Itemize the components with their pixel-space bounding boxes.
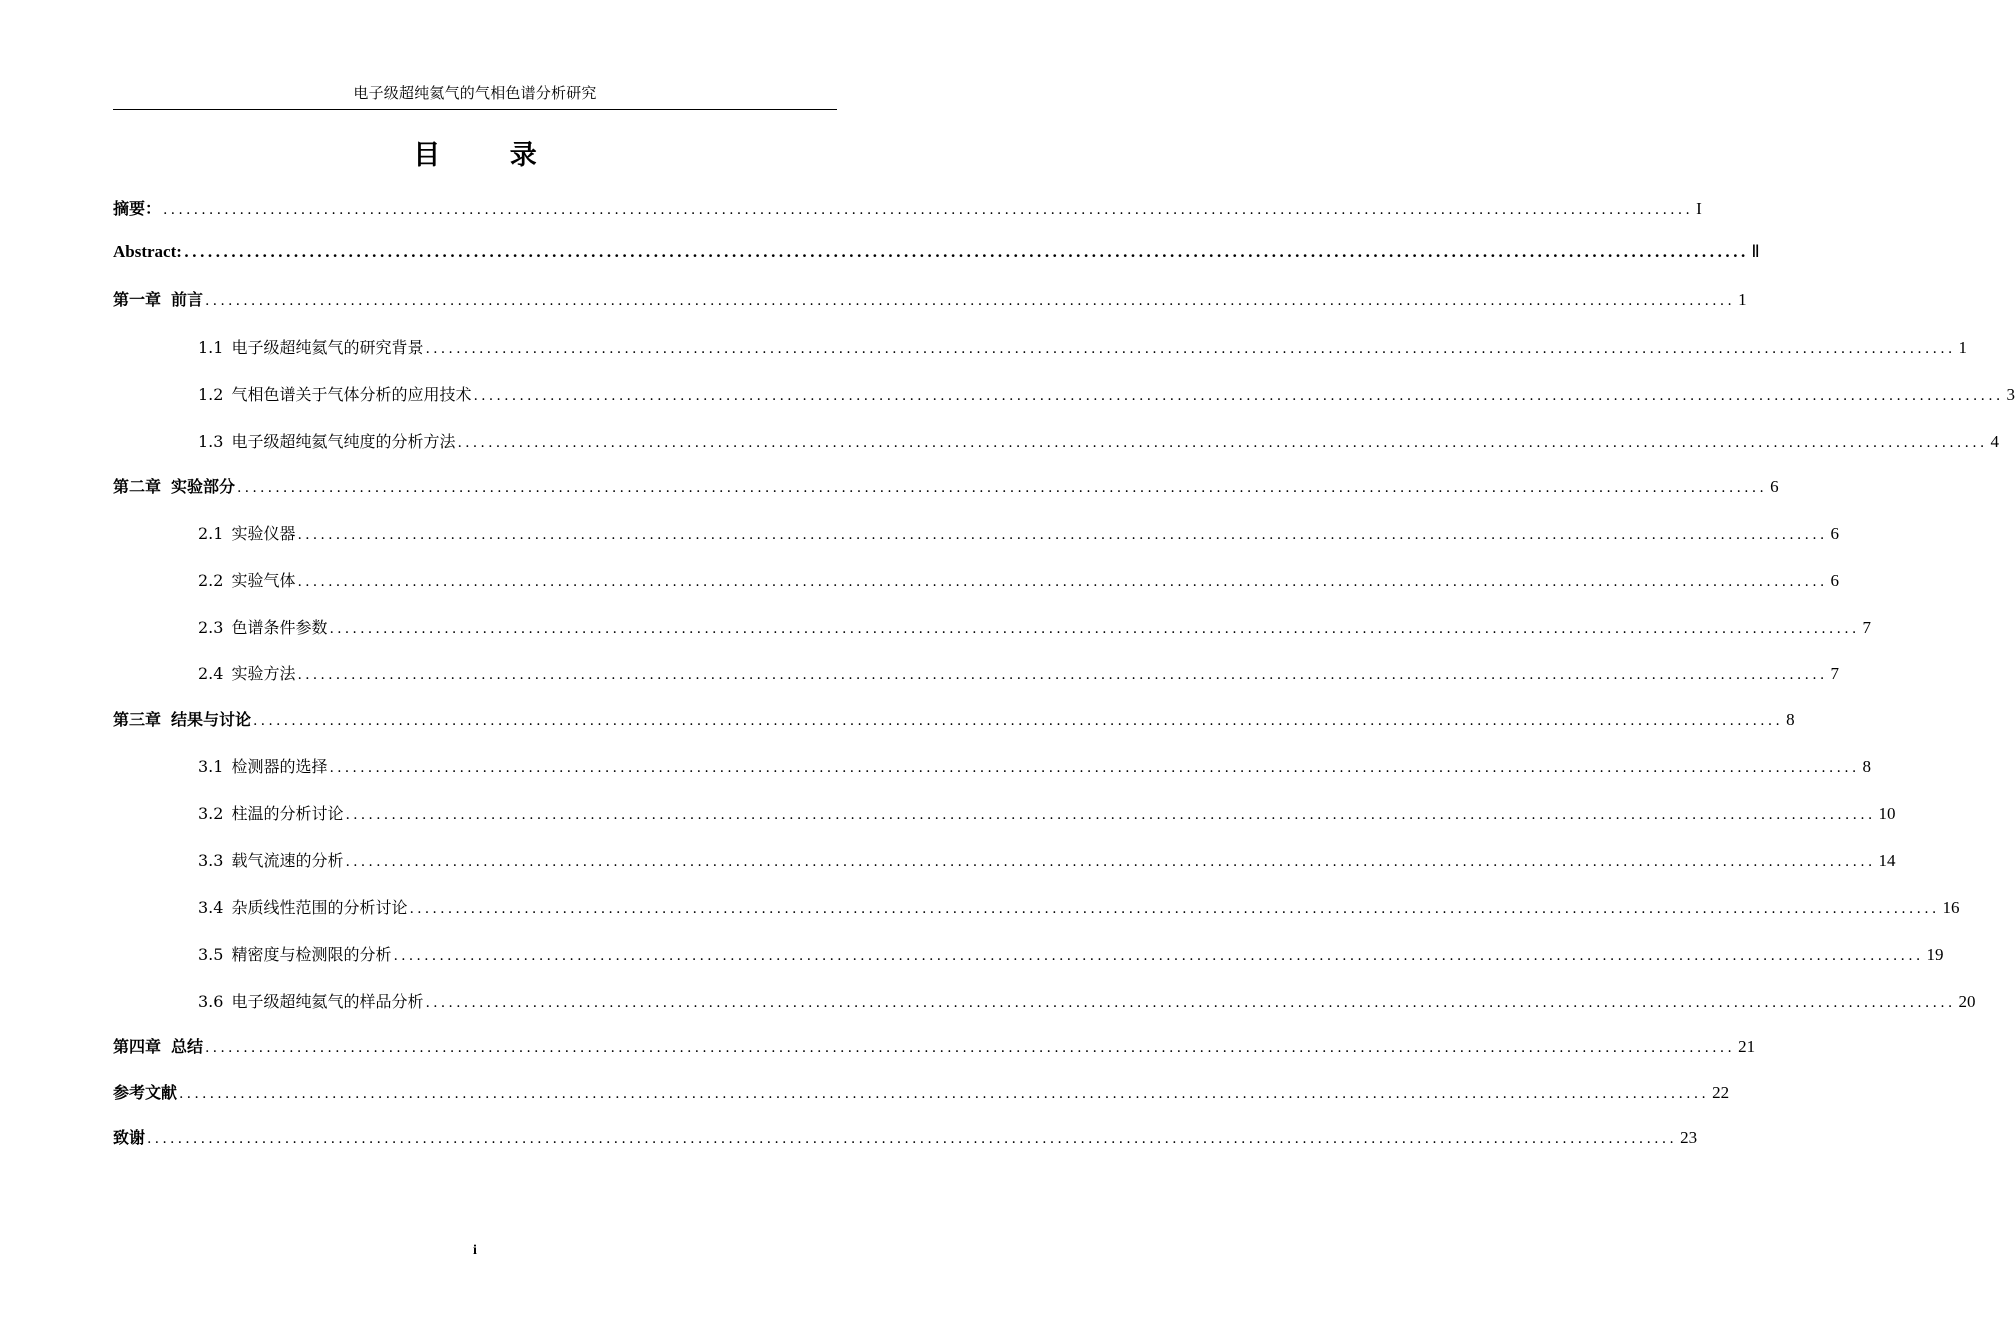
toc-entry-number: 2.1: [198, 524, 224, 543]
toc-entry-label: 检测器的选择: [231, 757, 328, 776]
dot-leader: ........................................................................................................................................................................................................: [345, 854, 1876, 870]
toc-entry-label: 实验方法: [231, 664, 296, 683]
dot-leader: ........................................................................................................................................................................................................: [297, 527, 1828, 543]
toc-page-number: 6: [1830, 524, 1840, 543]
dot-leader: ........................................................................................................................................................................................................: [457, 435, 1988, 451]
toc-entry-section-2-3[interactable]: [198, 615, 1872, 641]
running-header: 电子级超纯氦气的气相色谱分析研究: [353, 84, 597, 102]
toc-page-number: 3: [2006, 385, 2015, 404]
toc-entry-label: 实验气体: [231, 571, 296, 590]
dot-leader: ........................................................................................................................................................................................................: [163, 202, 1694, 218]
toc-entry-section-2-1[interactable]: [198, 521, 1840, 547]
dot-leader: ........................................................................................................................................................................................................: [297, 667, 1828, 683]
toc-entry-label: 前言: [171, 290, 204, 309]
toc-entry-acknowledgements[interactable]: [113, 1125, 1698, 1151]
toc-page-number: 21: [1738, 1037, 1756, 1056]
header-divider: [113, 109, 837, 110]
toc-entry-number: 3.2: [198, 804, 224, 823]
dot-leader: ........................................................................................................................................................................................................: [329, 760, 1860, 776]
toc-entry-number: 1.2: [198, 385, 224, 404]
toc-page-number: 1: [1738, 290, 1747, 309]
toc-entry-section-2-2[interactable]: [198, 568, 1840, 594]
toc-page-number: 4: [1990, 432, 2000, 451]
toc-entry-label: 杂质线性范围的分析讨论: [231, 898, 408, 917]
toc-entry-number: 第二章: [113, 477, 162, 496]
toc-page-number: 7: [1830, 664, 1840, 683]
toc-page-number: 20: [1958, 992, 1976, 1011]
toc-entry-label: 摘要：: [113, 199, 162, 218]
toc-entry-section-2-4[interactable]: [198, 661, 1840, 687]
toc-entry-number: 1.1: [198, 338, 224, 357]
toc-entry-references[interactable]: [113, 1080, 1730, 1106]
toc-entry-label: 柱温的分析讨论: [231, 804, 344, 823]
dot-leader: ........................................................................................................................................................................................................: [205, 293, 1736, 309]
dot-leader: ........................................................................................................................................................................................................: [425, 341, 1956, 357]
toc-page-number: 8: [1862, 757, 1872, 776]
toc-page-number: 10: [1878, 804, 1896, 823]
dot-leader: ........................................................................................................................................................................................................: [237, 480, 1768, 496]
dot-leader: ........................................................................................................................................................................................................: [425, 995, 1956, 1011]
toc-entry-abstract-en[interactable]: [113, 242, 1760, 268]
toc-entry-section-3-1[interactable]: [198, 754, 1872, 780]
toc-entry-label: 载气流速的分析: [231, 851, 344, 870]
toc-title: 目 录: [413, 140, 567, 171]
toc-entry-label: Abstract:: [113, 242, 182, 261]
dot-leader: ........................................................................................................................................................................................................: [297, 574, 1828, 590]
toc-entry-number: 3.3: [198, 851, 224, 870]
dot-leader: ........................................................................................................................................................................................................: [409, 901, 1940, 917]
toc-entry-number: 1.3: [198, 432, 224, 451]
toc-entry-number: 第一章: [113, 290, 162, 309]
toc-entry-label: 实验仪器: [231, 524, 296, 543]
dot-leader: ........................................................................................................................................................................................................: [393, 948, 1924, 964]
toc-entry-chapter-2[interactable]: [113, 474, 1779, 500]
toc-page-number: 16: [1942, 898, 1960, 917]
dot-leader: ........................................................................................................................................................................................................: [253, 713, 1784, 729]
toc-entry-number: 第四章: [113, 1037, 162, 1056]
toc-entry-section-3-3[interactable]: [198, 848, 1896, 874]
toc-entry-label: 电子级超纯氦气纯度的分析方法: [231, 432, 456, 451]
toc-entry-number: 3.1: [198, 757, 224, 776]
toc-entry-label: 气相色谱关于气体分析的应用技术: [231, 385, 472, 404]
toc-entry-label: 电子级超纯氦气的样品分析: [231, 992, 424, 1011]
toc-entry-number: 2.3: [198, 618, 224, 637]
toc-entry-number: 2.2: [198, 571, 224, 590]
toc-page-number: 6: [1830, 571, 1840, 590]
dot-leader: ........................................................................................................................................................................................................: [205, 1040, 1736, 1056]
toc-entry-label: 结果与讨论: [171, 710, 252, 729]
toc-entry-number: 2.4: [198, 664, 224, 683]
dot-leader: ........................................................................................................................................................................................................: [345, 807, 1876, 823]
toc-page-number: Ⅱ: [1751, 242, 1760, 261]
toc-page-number: I: [1696, 199, 1702, 218]
toc-entry-chapter-1[interactable]: [113, 287, 1747, 313]
toc-entry-label: 实验部分: [171, 477, 236, 496]
toc-entry-label: 参考文献: [113, 1083, 178, 1102]
toc-page-number: 1: [1958, 338, 1968, 357]
toc-entry-section-1-2[interactable]: [198, 382, 2015, 408]
toc-entry-label: 精密度与检测限的分析: [231, 945, 392, 964]
toc-page-number: 7: [1862, 618, 1872, 637]
toc-entry-chapter-4[interactable]: [113, 1034, 1756, 1060]
dot-leader: ........................................................................................................................................................................................................: [147, 1131, 1678, 1147]
dot-leader: ........................................................................................................................................................................................................: [473, 388, 2004, 404]
toc-page-number: 19: [1926, 945, 1944, 964]
dot-leader: ........................................................................................................................................................................................................: [183, 243, 1749, 261]
toc-entry-section-3-5[interactable]: [198, 942, 1944, 968]
toc-entry-label: 致谢: [113, 1128, 146, 1147]
toc-page-number: 23: [1680, 1128, 1698, 1147]
dot-leader: ........................................................................................................................................................................................................: [179, 1086, 1710, 1102]
toc-entry-label: 电子级超纯氦气的研究背景: [231, 338, 424, 357]
toc-entry-section-1-3[interactable]: [198, 429, 2000, 455]
toc-entry-number: 3.5: [198, 945, 224, 964]
toc-entry-number: 第三章: [113, 710, 162, 729]
toc-entry-section-3-6[interactable]: [198, 989, 1976, 1015]
toc-entry-number: 3.4: [198, 898, 224, 917]
toc-page-number: 8: [1786, 710, 1795, 729]
toc-entry-section-1-1[interactable]: [198, 335, 1968, 361]
toc-page-number: 6: [1770, 477, 1779, 496]
page-number: i: [473, 1243, 477, 1258]
toc-entry-abstract-cn[interactable]: [113, 196, 1702, 222]
toc-page-number: 22: [1712, 1083, 1730, 1102]
toc-entry-section-3-2[interactable]: [198, 801, 1896, 827]
dot-leader: ........................................................................................................................................................................................................: [329, 621, 1860, 637]
toc-entry-label: 色谱条件参数: [231, 618, 328, 637]
toc-page-number: 14: [1878, 851, 1896, 870]
toc-entry-number: 3.6: [198, 992, 224, 1011]
toc-entry-chapter-3[interactable]: [113, 707, 1795, 733]
toc-entry-section-3-4[interactable]: [198, 895, 1960, 921]
toc-entry-label: 总结: [171, 1037, 204, 1056]
